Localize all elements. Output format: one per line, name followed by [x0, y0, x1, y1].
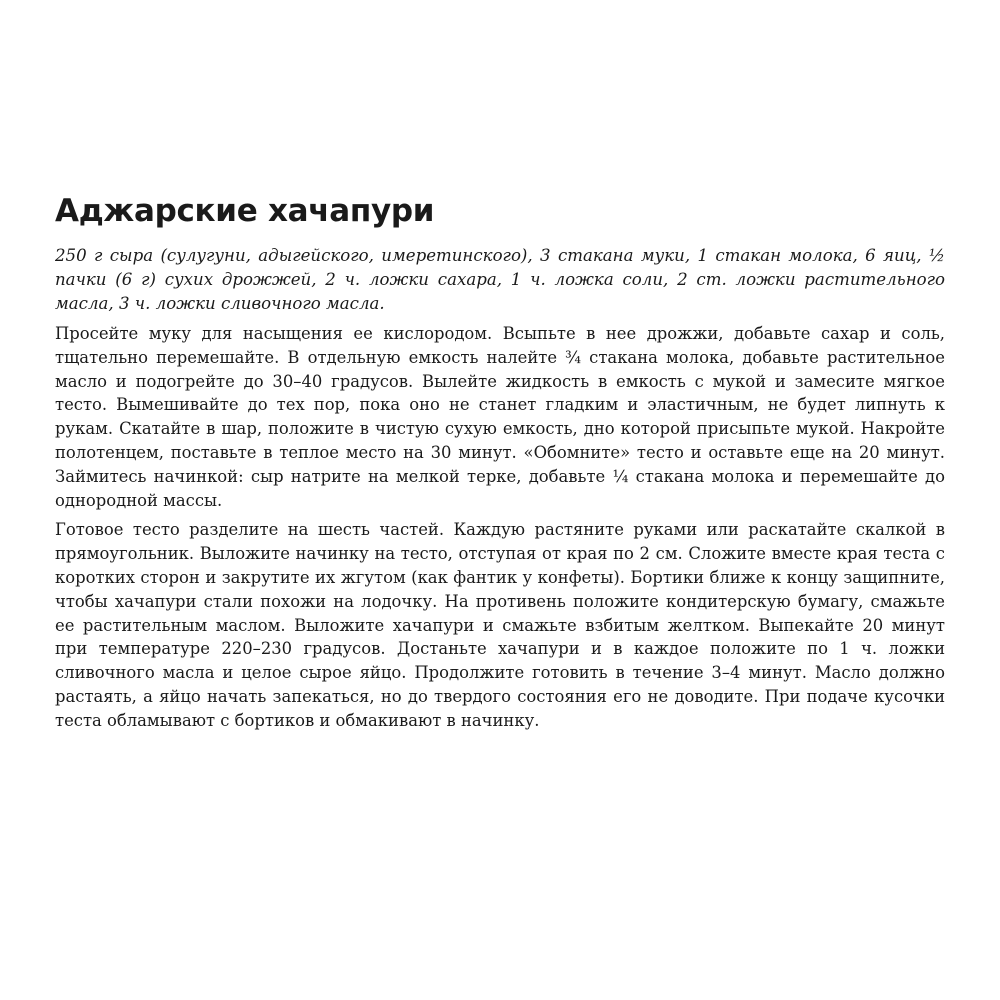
ingredients-list: 250 г сыра (сулугуни, адыгейского, имеретинского), 3 стакана муки, 1 стакан молока, 6 яиц, ½ пачки (6 г) сухих дрожжей, 2 ч. ложки сахара, 1 ч. ложка соли, 2 ст. ложки растительного масла, 3 ч. ложки сливочного масла.	[55, 246, 945, 313]
recipe-title: Аджарские хачапури	[55, 193, 435, 229]
instructions-paragraph-2: Готовое тесто разделите на шесть частей. Каждую растяните руками или раскатайте скалкой в прямоугольник. Выложите начинку на тесто, отступая от края по 2 см. Сложите вместе края теста с коротких сторон и закрутите их жгутом (как фантик у конфеты). Бортики ближе к концу защипните, чтобы хачапури стали похожи на лодочку. На противень положите кондитерскую бумагу, смажьте ее растительным маслом. Выложите хачапури и смажьте взбитым желтком. Выпекайте 20 минут при температуре 220–230 градусов. Достаньте хачапури и в каждое положите по 1 ч. ложки сливочного масла и целое сырое яйцо. Продолжите готовить в течение 3–4 минут. Масло должно растаять, а яйцо начать запекаться, но до твердого состояния его не доводите. При подаче кусочки теста обламывают с бортиков и обмакивают в начинку.	[55, 520, 945, 730]
recipe-page	[55, 190, 945, 739]
instructions-paragraph-1: Просейте муку для насыщения ее кислородом. Всыпьте в нее дрожжи, добавьте сахар и соль, тщательно перемешайте. В отдельную емкость налейте ¾ стакана молока, добавьте растительное масло и подогрейте до 30–40 градусов. Вылейте жидкость в емкость с мукой и замесите мягкое тесто. Вымешивайте до тех пор, пока оно не станет гладким и эластичным, не будет липнуть к рукам. Скатайте в шар, положите в чистую сухую емкость, дно которой присыпьте мукой. Накройте полотенцем, поставьте в теплое место на 30 минут. «Обомните» тесто и оставьте еще на 20 минут. Займитесь начинкой: сыр натрите на мелкой терке, добавьте ¼ стакана молока и перемешайте до однородной массы.	[55, 324, 945, 510]
